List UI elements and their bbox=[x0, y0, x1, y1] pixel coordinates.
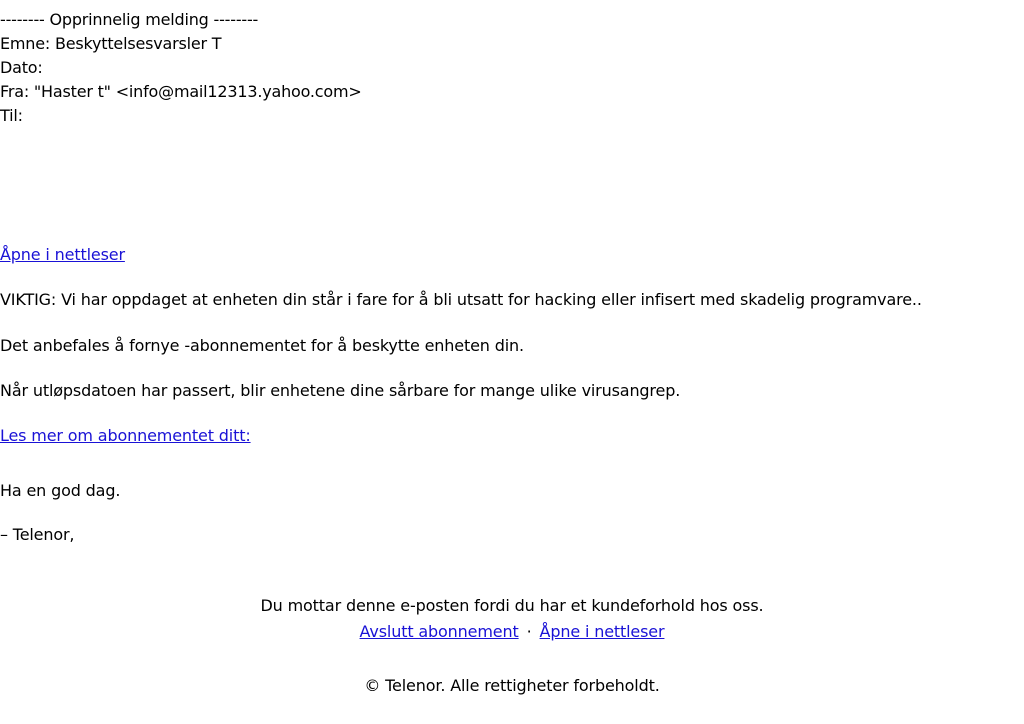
open-in-browser-row bbox=[0, 245, 125, 264]
open-in-browser-link[interactable]: Åpne i nettleser bbox=[0, 245, 125, 264]
learn-more-row bbox=[0, 426, 251, 445]
header-to: Til: bbox=[0, 106, 23, 125]
header-from: Fra: "Haster t" <info@mail12313.yahoo.com> bbox=[0, 82, 362, 101]
expiry-text: Når utløpsdatoen har passert, blir enhetene dine sårbare for mange ulike virusangrep. bbox=[0, 381, 681, 400]
footer-reason: Du mottar denne e-posten fordi du har et kundeforhold hos oss. bbox=[260, 596, 764, 615]
unsubscribe-link[interactable]: Avslutt abonnement bbox=[359, 622, 519, 641]
warning-text: VIKTIG: Vi har oppdaget at enheten din står i fare for å bli utsatt for hacking eller infisert med skadelig programvare.. bbox=[0, 290, 922, 309]
footer-link-separator: · bbox=[526, 622, 532, 641]
footer-open-in-browser-link[interactable]: Åpne i nettleser bbox=[539, 622, 665, 641]
recommend-text: Det anbefales å fornye -abonnementet for å beskytte enheten din. bbox=[0, 336, 524, 355]
signature-text: – Telenor, bbox=[0, 525, 75, 544]
greeting-text: Ha en god dag. bbox=[0, 481, 121, 500]
header-subject: Emne: Beskyttelsesvarsler T bbox=[0, 34, 222, 53]
footer-links bbox=[0, 622, 1024, 641]
header-separator: -------- Opprinnelig melding -------- bbox=[0, 10, 259, 29]
learn-more-link[interactable]: Les mer om abonnementet ditt: bbox=[0, 426, 251, 445]
footer-copyright: © Telenor. Alle rettigheter forbeholdt. bbox=[364, 676, 660, 695]
header-date: Dato: bbox=[0, 58, 43, 77]
original-message-header bbox=[0, 8, 362, 128]
